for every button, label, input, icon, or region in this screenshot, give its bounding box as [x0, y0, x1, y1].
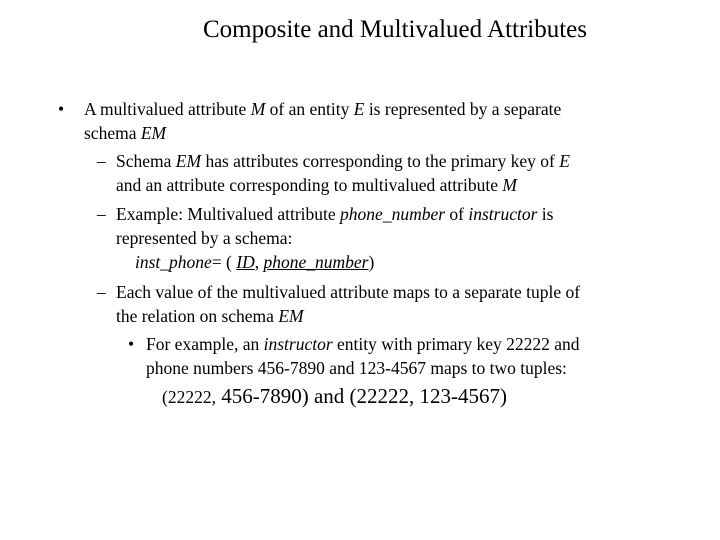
sub-3-line-1: Each value of the multivalued attribute maps to a separate tuple of	[116, 282, 581, 302]
schema-definition: inst_phone= ( ID, phone_number)	[135, 252, 375, 272]
dash-marker: –	[97, 282, 106, 302]
sub-1-line-2: and an attribute corresponding to multivalued attribute M	[116, 175, 517, 195]
sub-2-line-1: Example: Multivalued attribute phone_number of instructor is	[116, 204, 554, 224]
subsub-1-line-2: phone numbers 456-7890 and 123-4567 maps to two tuples:	[146, 358, 567, 378]
sub-3-line-2: the relation on schema EM	[116, 306, 304, 326]
subsub-1-line-1: For example, an instructor entity with primary key 22222 and	[146, 334, 580, 354]
sub-2-line-2: represented by a schema:	[116, 228, 293, 248]
dash-marker: –	[97, 151, 106, 171]
sub-1-line-1: Schema EM has attributes corresponding to the primary key of E	[116, 151, 570, 171]
dash-marker: –	[97, 204, 106, 224]
bullet-marker: •	[128, 334, 135, 354]
bullet-1-line-1: A multivalued attribute M of an entity E is represented by a separate	[84, 99, 562, 119]
slide-title: Composite and Multivalued Attributes	[203, 16, 587, 43]
bullet-marker: •	[58, 99, 65, 119]
example-tuples: (22222, 456-7890) and (22222, 123-4567)	[162, 384, 507, 408]
bullet-1-line-2: schema EM	[84, 123, 167, 143]
